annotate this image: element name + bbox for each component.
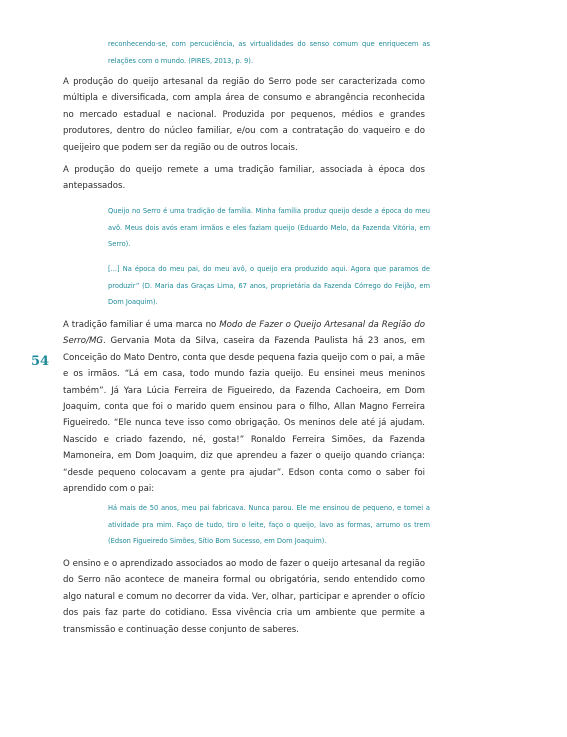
paragraph-learning: O ensino e o aprendizado associados ao modo de fazer o queijo artesanal da região do Serro não acontece de maneira formal ou obrigatória, sendo entendido como algo natural e comum no decorrer da vida. Ver, olhar, participar e aprender o ofício dos pais faz parte do cotidiano. Essa vivência cria um ambiente que permite a transmissão e continuação desse conjunto de saberes. — [63, 559, 425, 635]
paragraph-production: A produção do queijo artesanal da região do Serro pode ser caracterizada como múltipla e diversificada, com ampla área de consumo e abrangência reconhecida no mercado estadual e nacional. Produzida por pequenos, médios e grandes produtores, dentro do núcleo familiar, e/ou com a contratação do vaqueiro e do queijeiro que podem ser da região ou de outros locais. — [63, 77, 425, 153]
work-title: Modo de Fazer o Queijo Artesanal da Região do Serro/MG — [63, 320, 425, 347]
paragraph-family-mark-rest: . Gervania Mota da Silva, caseira da Fazenda Paulista há 23 anos, em Conceição do Mato Dentro, conta que desde pequena fazia queijo com o pai, a mãe e os irmãos. “Lá em casa, todo mundo fazia queijo. Eu ensinei meus meninos também”. Já Yara Lúcia Ferreira de Figueiredo, da Fazenda Cachoeira, em Dom Joaquim, conta que foi o marido quem ensinou para o filho, Allan Magno Ferreira Figueiredo. “Ele nunca teve isso como obrigação. Os meninos dele até já ajudam. Nascido e criado fazendo, né, gosta!” Ronaldo Ferreira Simões, da Fazenda Mamoneira, em Dom Joaquim, diz que aprendeu a fazer o queijo quando criança: “desde pequeno colocavam a gente pra ajudar”. Edson conta como o saber foi aprendido com o pai: — [63, 336, 425, 495]
block-quote-edson: Há mais de 50 anos, meu pai fabricava. Nunca parou. Ele me ensinou de pequeno, e tomei a atividade pra mim. Faço de tudo, tiro o leite, faço o queijo, lavo as formas, arrumo os trem (Edson Figueiredo Simões, Sítio Bom Sucesso, em Dom Joaquim). — [108, 504, 430, 545]
paragraph-family-mark — [63, 317, 425, 497]
block-quote-maria: [...] Na época do meu pai, do meu avô, o queijo era produzido aqui. Agora que paramos de produzir” (D. Maria das Graças Lima, 67 anos, proprietária da Fazenda Córrego do Feijão, em Dom Joaquim). — [108, 265, 430, 306]
block-quote-top: reconhecendo-se, com percuciência, as virtualidades do senso comum que enriquecem as relações com o mundo. (PIRES, 2013, p. 9). — [108, 40, 430, 65]
paragraph-tradition: A produção do queijo remete a uma tradição familiar, associada à época dos antepassados. — [63, 165, 425, 192]
paragraph-family-mark-lead: A tradição familiar é uma marca no — [63, 320, 220, 330]
page-number: 54 — [31, 354, 50, 369]
block-quote-eduardo: Queijo no Serro é uma tradição de família. Minha família produz queijo desde a época do meu avô. Meus dois avós eram irmãos e eles faziam queijo (Eduardo Melo, da Fazenda Vitória, em Serro). — [108, 207, 430, 248]
